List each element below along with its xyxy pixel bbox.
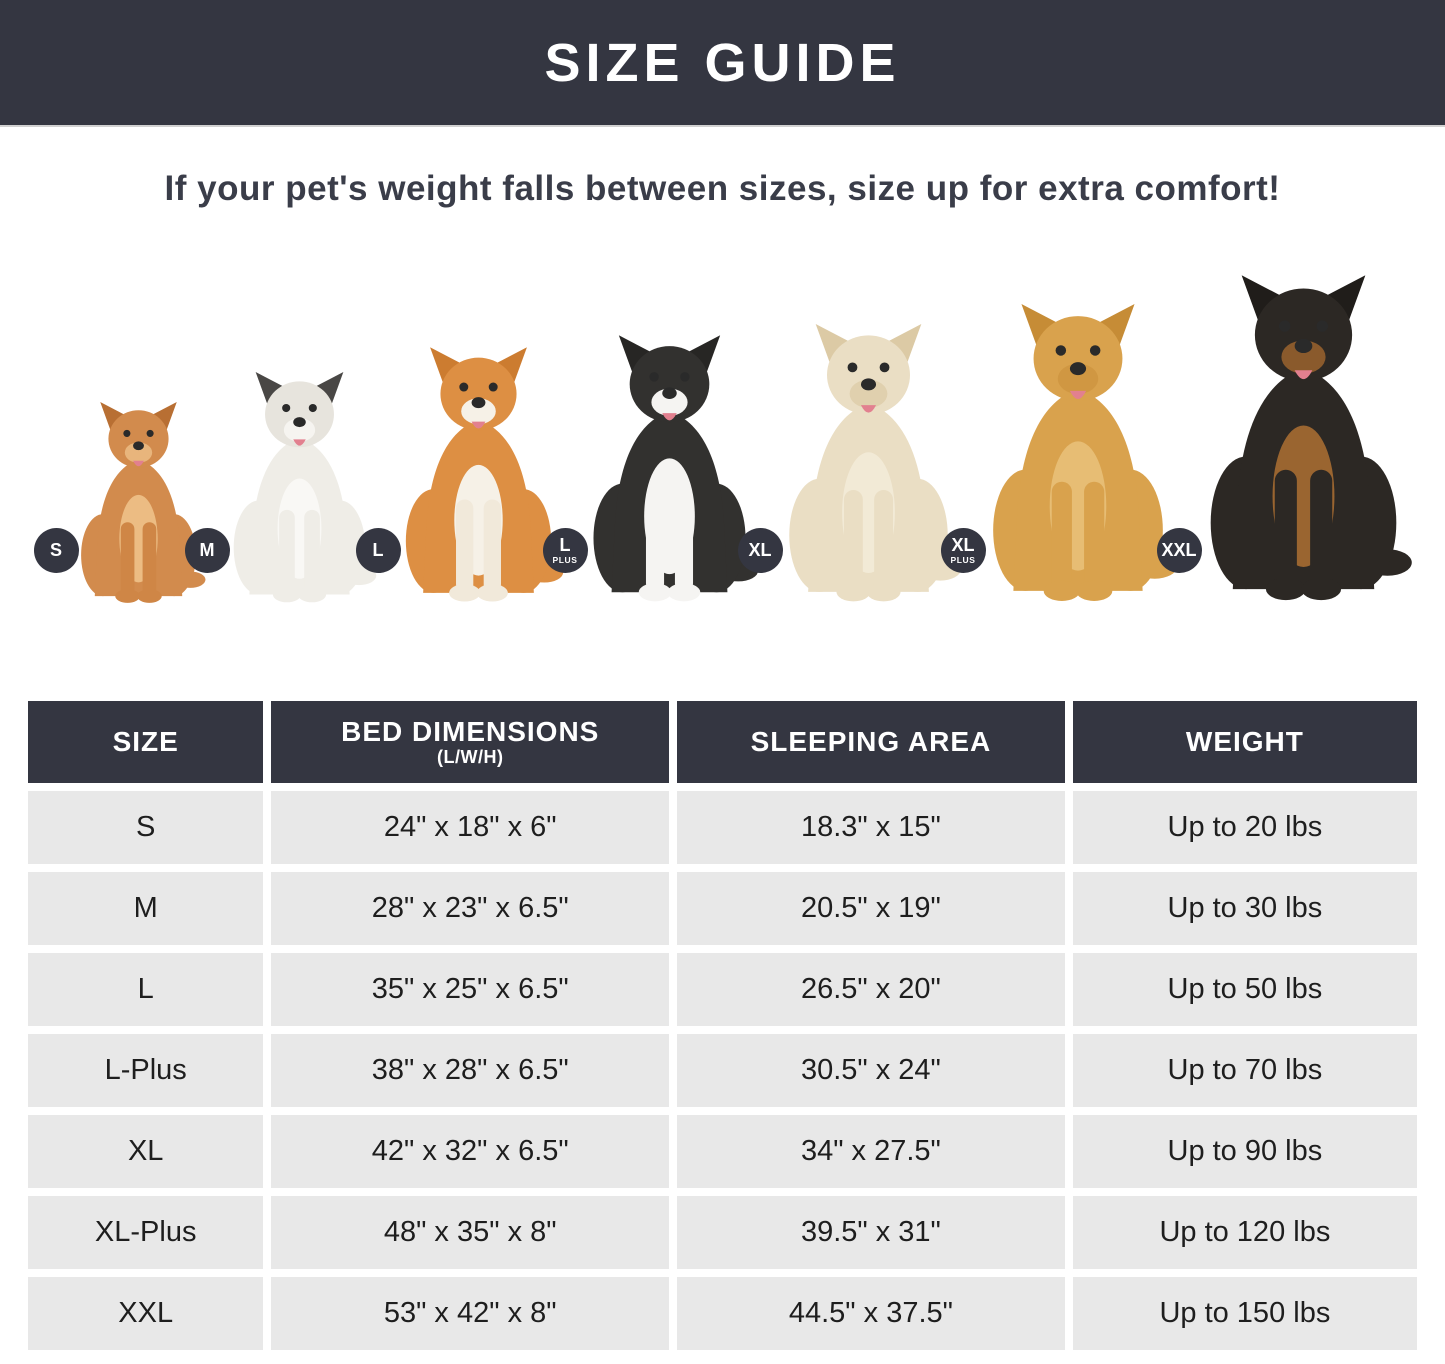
dog-item-xl-plus bbox=[950, 304, 1179, 607]
cell-size: L bbox=[28, 953, 263, 1026]
size-badge-label: XL bbox=[951, 535, 975, 556]
cell-weight: Up to 50 lbs bbox=[1073, 953, 1417, 1026]
size-badge-sublabel: PLUS bbox=[950, 555, 976, 566]
cell-size: XL bbox=[28, 1115, 263, 1188]
size-badge-label: S bbox=[49, 539, 62, 560]
cell-sleeping-area: 20.5" x 19" bbox=[677, 872, 1065, 945]
size-badge-label: XL bbox=[748, 539, 772, 560]
column-header-weight bbox=[1073, 701, 1417, 783]
pomeranian-dog-icon bbox=[70, 402, 207, 607]
cell-sleeping-area: 30.5" x 24" bbox=[677, 1034, 1065, 1107]
size-badge-sublabel: PLUS bbox=[552, 555, 578, 566]
cell-bed-dimensions: 24" x 18" x 6" bbox=[271, 791, 669, 864]
labrador-dog-icon bbox=[774, 324, 963, 607]
cell-sleeping-area: 26.5" x 20" bbox=[677, 953, 1065, 1026]
size-badge-label: L bbox=[559, 535, 571, 556]
dog-item-l bbox=[372, 347, 565, 607]
cell-sleeping-area: 18.3" x 15" bbox=[677, 791, 1065, 864]
dog-item-s bbox=[49, 402, 207, 607]
cell-bed-dimensions: 48" x 35" x 8" bbox=[271, 1196, 669, 1269]
dog-size-strip bbox=[0, 235, 1445, 613]
cell-weight: Up to 30 lbs bbox=[1073, 872, 1417, 945]
size-badge-label: L bbox=[372, 539, 384, 560]
cell-bed-dimensions: 53" x 42" x 8" bbox=[271, 1277, 669, 1350]
cell-sleeping-area: 39.5" x 31" bbox=[677, 1196, 1065, 1269]
size-badge-xl bbox=[738, 528, 783, 573]
column-header-sleeping-area bbox=[677, 701, 1065, 783]
cell-weight: Up to 70 lbs bbox=[1073, 1034, 1417, 1107]
cell-size: XXL bbox=[28, 1277, 263, 1350]
size-badge-l bbox=[356, 528, 401, 573]
size-badge-label: M bbox=[199, 539, 215, 560]
column-header-label: SIZE bbox=[112, 725, 179, 757]
dog-item-xxl bbox=[1161, 275, 1414, 607]
cell-bed-dimensions: 28" x 23" x 6.5" bbox=[271, 872, 669, 945]
dog-item-xl bbox=[748, 324, 963, 607]
size-badge-l-plus bbox=[543, 528, 588, 573]
cell-size: L-Plus bbox=[28, 1034, 263, 1107]
cell-bed-dimensions: 42" x 32" x 6.5" bbox=[271, 1115, 669, 1188]
french-bulldog-dog-icon bbox=[221, 372, 378, 607]
cell-bed-dimensions: 38" x 28" x 6.5" bbox=[271, 1034, 669, 1107]
size-badge-s bbox=[34, 528, 79, 573]
title-band bbox=[0, 0, 1445, 125]
column-header-size bbox=[28, 701, 263, 783]
subtitle-text: If your pet's weight falls between sizes, size up for extra comfort! bbox=[164, 169, 1281, 208]
cell-sleeping-area: 44.5" x 37.5" bbox=[677, 1277, 1065, 1350]
page-title: SIZE GUIDE bbox=[544, 32, 901, 93]
cell-sleeping-area: 34" x 27.5" bbox=[677, 1115, 1065, 1188]
dog-item-l-plus bbox=[552, 335, 760, 607]
shiba-inu-dog-icon bbox=[392, 347, 565, 607]
size-badge-label: XXL bbox=[1161, 539, 1197, 560]
cell-weight: Up to 20 lbs bbox=[1073, 791, 1417, 864]
cell-size: S bbox=[28, 791, 263, 864]
column-header-label: SLEEPING AREA bbox=[750, 725, 992, 757]
size-table bbox=[28, 701, 1417, 1350]
dog-item-m bbox=[199, 372, 378, 607]
cell-weight: Up to 90 lbs bbox=[1073, 1115, 1417, 1188]
cell-weight: Up to 150 lbs bbox=[1073, 1277, 1417, 1350]
size-badge-xxl bbox=[1157, 528, 1202, 573]
cell-size: M bbox=[28, 872, 263, 945]
column-header-bed-dimensions bbox=[271, 701, 669, 783]
border-collie-dog-icon bbox=[579, 335, 760, 607]
column-header-sublabel: (L/W/H) bbox=[436, 746, 504, 767]
cell-size: XL-Plus bbox=[28, 1196, 263, 1269]
column-header-label: WEIGHT bbox=[1185, 725, 1304, 757]
cell-weight: Up to 120 lbs bbox=[1073, 1196, 1417, 1269]
cell-bed-dimensions: 35" x 25" x 6.5" bbox=[271, 953, 669, 1026]
size-badge-m bbox=[185, 528, 230, 573]
size-badge-xl-plus bbox=[941, 528, 986, 573]
golden-retriever-dog-icon bbox=[977, 304, 1179, 607]
doberman-dog-icon bbox=[1193, 275, 1414, 607]
column-header-label: BED DIMENSIONS bbox=[341, 715, 600, 747]
